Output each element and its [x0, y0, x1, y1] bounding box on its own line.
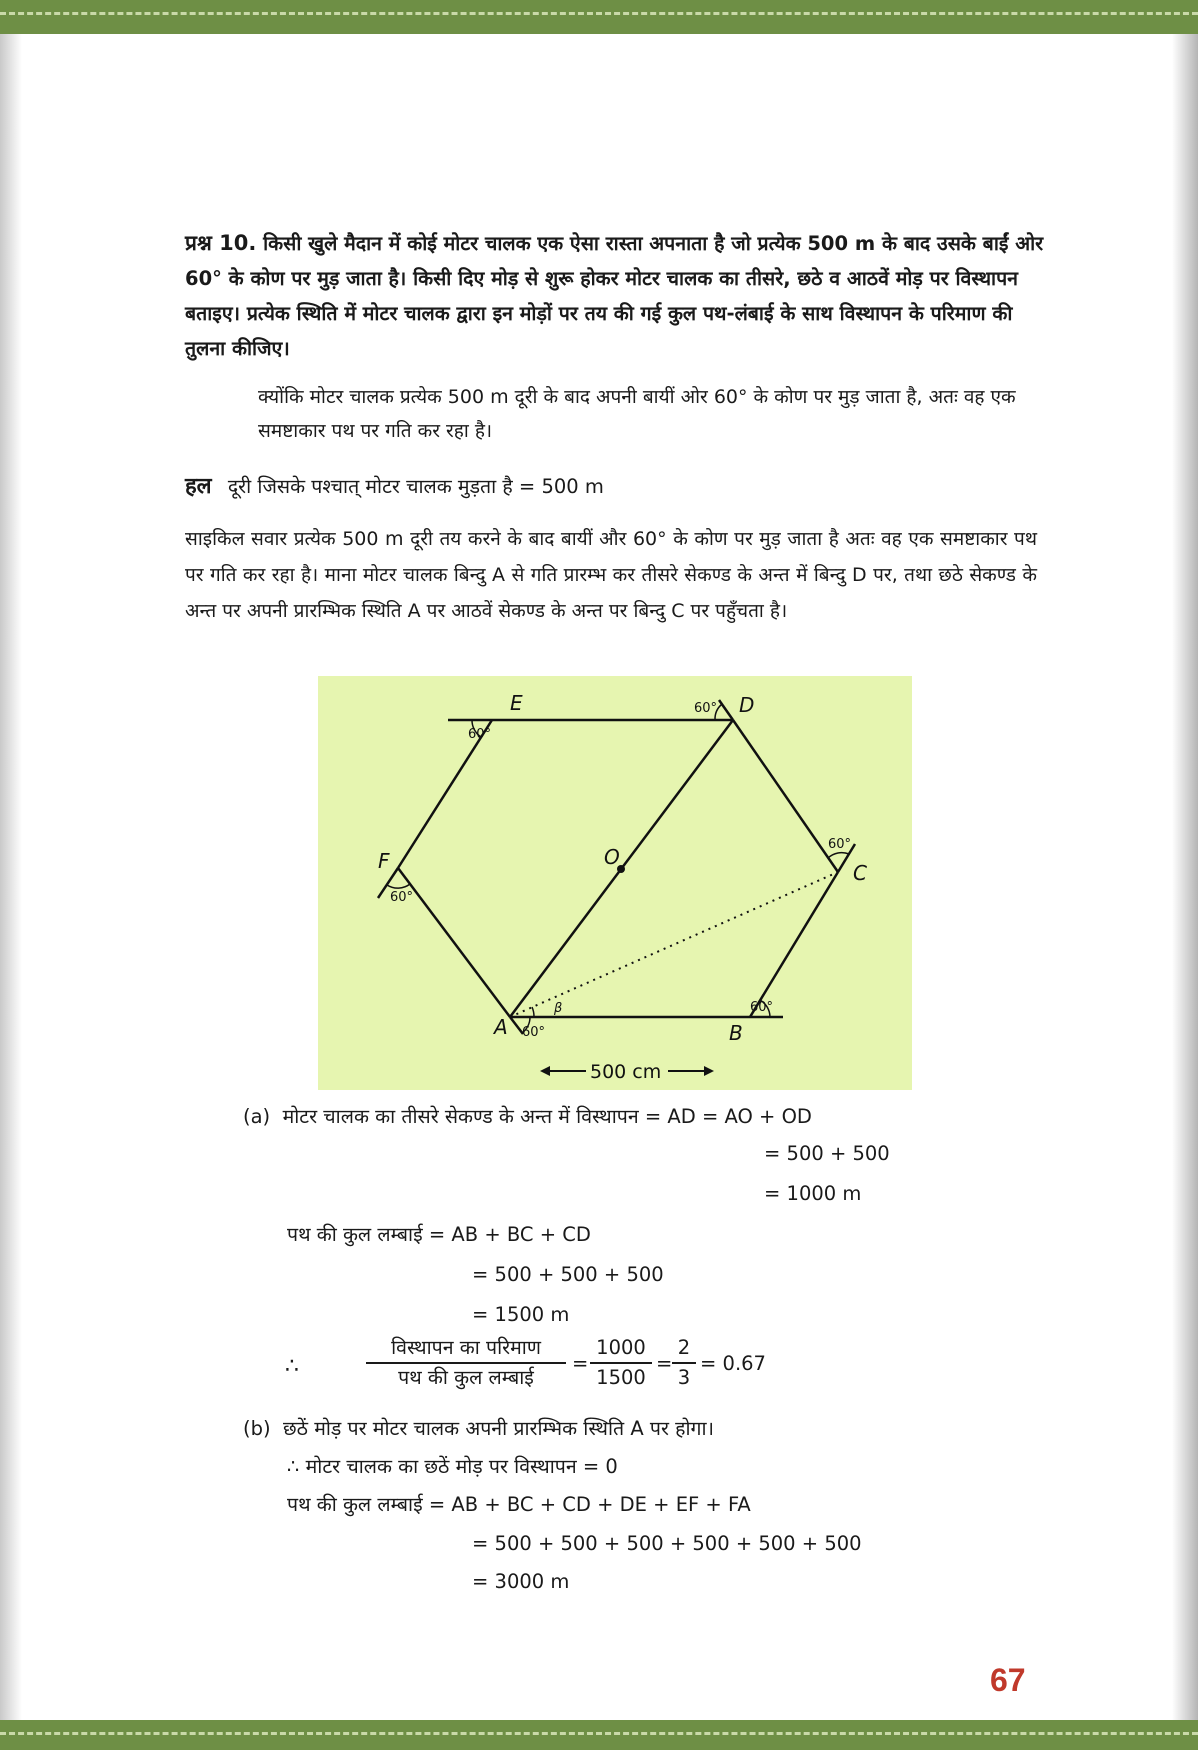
- value-fraction: [590, 1334, 652, 1392]
- part-a-displacement: मोटर चालक का तीसरे सेकण्ड के अन्त में विस्थापन = AD = AO + OD: [282, 1105, 812, 1128]
- part-b-line-1: [243, 1414, 714, 1444]
- dimension-label: 500 cm: [590, 1061, 662, 1083]
- note-text: क्योंकि मोटर चालक प्रत्येक 500 m दूरी के बाद अपनी बायीं ओर 60° के कोण पर मुड़ जाता है, अतः वह एक समष्टाकार पथ पर गति कर रहा है।: [258, 386, 1016, 442]
- part-b-line-2: ∴ मोटर चालक का छठें मोड़ पर विस्थापन = 0: [287, 1455, 618, 1478]
- angle-label-d: 60°: [694, 701, 718, 716]
- part-b-statement: छठें मोड़ पर मोटर चालक अपनी प्रारम्भिक स्थिति A पर होगा।: [283, 1417, 714, 1440]
- part-b-line-5: = 3000 m: [472, 1570, 570, 1593]
- ratio-numerator: विस्थापन का परिमाण: [366, 1334, 566, 1364]
- side-cd: [733, 720, 838, 872]
- solution-paragraph: साइकिल सवार प्रत्येक 500 m दूरी तय करने के बाद बायीं और 60° के कोण पर मुड़ जाता है अतः वह एक समष्टाकार पथ पर गति कर रहा है। माना मोटर चालक बिन्दु A से गति प्रारम्भ कर तीसरे सेकण्ड के अन्त में बिन्दु D पर, तथा छठे सेकण्ड के अन्त पर अपनी प्रारम्भिक स्थिति A पर आठवें सेकण्ड के अन्त पर बिन्दु C पर पहुँचता है।: [185, 528, 1037, 622]
- angle-label-b: 60°: [750, 1000, 774, 1015]
- label-o: O: [604, 845, 620, 869]
- angle-arc-f: [387, 884, 410, 888]
- solution-label: हल: [185, 474, 212, 499]
- angle-label-c: 60°: [828, 837, 852, 852]
- simplified-fraction: [672, 1334, 696, 1392]
- ratio-equals-1: =: [572, 1352, 589, 1375]
- angle-arc-beta: [532, 1007, 534, 1017]
- label-c: C: [853, 861, 867, 885]
- bottom-dashed-line: [0, 1732, 1198, 1735]
- side-ef: [398, 720, 492, 868]
- part-a-label: (a): [243, 1105, 271, 1128]
- top-border-band: [0, 0, 1198, 34]
- part-a-path-2: = 500 + 500 + 500: [472, 1263, 664, 1286]
- dotted-ac: [510, 872, 838, 1017]
- hexagon-diagram: [318, 676, 912, 1090]
- hexagon-figure: [318, 676, 912, 1090]
- angle-label-e: 60°: [468, 727, 492, 742]
- question-block: [185, 226, 1045, 366]
- bottom-border-band: [0, 1720, 1198, 1750]
- side-bc: [750, 872, 838, 1017]
- part-b-label: (b): [243, 1417, 271, 1440]
- angle-label-f: 60°: [390, 890, 414, 905]
- part-a-line-2: = 500 + 500: [764, 1142, 890, 1165]
- ratio-result: = 0.67: [700, 1352, 766, 1375]
- part-b-line-3: पथ की कुल लम्बाई = AB + BC + CD + DE + EF + FA: [287, 1493, 751, 1516]
- part-b-line-4: = 500 + 500 + 500 + 500 + 500 + 500: [472, 1532, 862, 1555]
- page-number: 67: [990, 1662, 1026, 1698]
- left-page-shadow: [0, 34, 22, 1720]
- label-f: F: [378, 849, 390, 873]
- part-a-line-3: = 1000 m: [764, 1182, 862, 1205]
- part-a-line-1: [243, 1102, 812, 1132]
- solution-heading: [185, 470, 604, 504]
- part-a-path-1: पथ की कुल लम्बाई = AB + BC + CD: [287, 1223, 591, 1246]
- simplified-denominator: 3: [677, 1366, 691, 1389]
- simplified-numerator: 2: [672, 1334, 696, 1364]
- solution-first-line: दूरी जिसके पश्चात् मोटर चालक मुड़ता है = 500 m: [227, 475, 604, 498]
- question-text: किसी खुले मैदान में कोई मोटर चालक एक ऐसा रास्ता अपनाता है जो प्रत्येक 500 m के बाद उसके बाईं ओर 60° के कोण पर मुड़ जाता है। किसी दिए मोड़ से शुरू होकर मोटर चालक का तीसरे, छठे व आठवें मोड़ पर विस्थापन बताइए। प्रत्येक स्थिति में मोटर चालक द्वारा इन मोड़ों पर तय की गई कुल पथ-लंबाई के साथ विस्थापन के परिमाण की तुलना कीजिए।: [185, 232, 1044, 360]
- label-a: A: [494, 1015, 508, 1039]
- label-e: E: [510, 691, 523, 715]
- label-b: B: [729, 1021, 743, 1045]
- angle-label-a: 60°: [522, 1025, 546, 1040]
- value-numerator: 1000: [590, 1334, 652, 1364]
- value-denominator: 1500: [596, 1366, 646, 1389]
- part-a-path-3: = 1500 m: [472, 1303, 570, 1326]
- dimension-arrow-right: [704, 1066, 714, 1076]
- top-dashed-line: [0, 12, 1198, 15]
- therefore-symbol: ∴: [285, 1354, 299, 1379]
- ratio-denominator: पथ की कुल लम्बाई: [398, 1366, 534, 1389]
- angle-label-beta: β: [554, 1001, 563, 1016]
- label-d: D: [739, 693, 755, 717]
- ratio-fraction: [366, 1334, 566, 1392]
- question-label: प्रश्न 10.: [185, 231, 257, 255]
- side-fa: [398, 868, 510, 1017]
- extension-cd: [719, 700, 733, 720]
- right-page-shadow: [1172, 34, 1198, 1720]
- ratio-equals-2: =: [656, 1352, 673, 1375]
- dimension-arrow-left: [540, 1066, 550, 1076]
